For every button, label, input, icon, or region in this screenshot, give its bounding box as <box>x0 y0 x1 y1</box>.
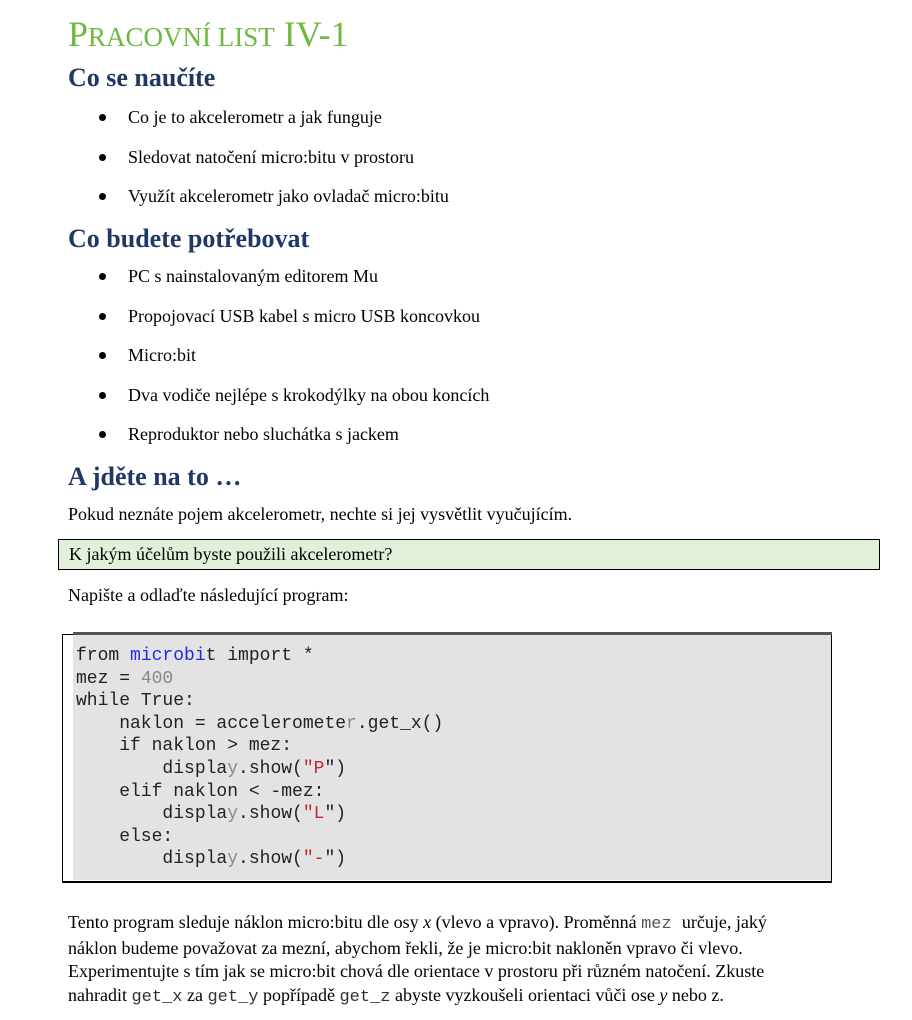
bullet-icon <box>99 114 106 121</box>
list-item: Dva vodiče nejlépe s krokodýlky na obou koncích <box>0 384 489 424</box>
list-item: Co je to akcelerometr a jak funguje <box>0 106 449 146</box>
list-item: Reproduktor nebo sluchátka s jackem <box>0 423 489 463</box>
section-heading-start: A jděte na to … <box>68 462 242 491</box>
list-item: Sledovat natočení micro:bitu v prostoru <box>0 146 449 186</box>
inline-code-get-z: get_z <box>339 987 391 1007</box>
bullet-icon <box>99 193 106 200</box>
bullet-icon <box>99 431 106 438</box>
list-item: PC s nainstalovaným editorem Mu <box>0 265 489 305</box>
section-heading-need: Co budete potřebovat <box>68 224 310 253</box>
string-literal: "P <box>302 758 325 779</box>
number-literal: 400 <box>140 668 174 689</box>
explanation-paragraph <box>68 911 868 1009</box>
list-item: Propojovací USB kabel s micro USB koncovkou <box>0 305 489 345</box>
explanation-line-2: náklon budeme považovat za mezní, abychom řekli, že je micro:bit nakloněn vpravo či vlevo. <box>68 937 743 958</box>
inline-code-get-y: get_y <box>207 987 259 1007</box>
worksheet-title <box>68 12 348 59</box>
learn-list <box>0 106 449 225</box>
bullet-icon <box>99 313 106 320</box>
bullet-icon <box>99 352 106 359</box>
bullet-icon <box>99 273 106 280</box>
inline-code-mez: mez <box>641 915 682 934</box>
string-literal: "L <box>302 804 325 825</box>
explanation-line-1: Tento program sleduje náklon micro:bitu dle osy x (vlevo a vpravo). Proměnná mez určuje, jaký <box>68 912 767 934</box>
string-literal: "- <box>302 849 325 870</box>
code-top-border <box>73 632 832 635</box>
code-block[interactable]: from microbit import * mez = 400 while True: naklon = accelerometer.get_x() if naklon > mez: display.show("P") elif naklon < -mez: display.show("L") else: display.show("-") <box>76 646 444 870</box>
bullet-icon <box>99 392 106 399</box>
section-heading-learn: Co se naučíte <box>68 63 216 92</box>
explanation-line-3: Experimentujte s tím jak se micro:bit chová dle orientace v prostoru při různém natočení. Zkuste <box>68 961 765 981</box>
instruction-text: Napište a odlaďte následující program: <box>68 585 349 605</box>
intro-text: Pokud neznáte pojem akcelerometr, nechte si jej vysvětlit vyučujícím. <box>68 504 573 524</box>
list-item: Micro:bit <box>0 344 489 384</box>
question-text: K jakým účelům byste použili akcelerometr? <box>69 544 393 564</box>
explanation-line-4: nahradit get_x za get_y popřípadě get_z abyste vyzkoušeli orientaci vůči ose y nebo z. <box>68 984 724 1007</box>
title-number: IV-1 <box>274 14 349 54</box>
title-smallcaps: RACOVNÍ LIST <box>88 22 275 52</box>
need-list <box>0 265 489 463</box>
title-initial: P <box>68 14 89 54</box>
inline-code-get-x: get_x <box>131 987 183 1007</box>
question-box[interactable] <box>58 539 880 570</box>
list-item: Využít akcelerometr jako ovladač micro:bitu <box>0 185 449 225</box>
module-name: microbi <box>130 646 206 666</box>
bullet-icon <box>99 154 106 161</box>
